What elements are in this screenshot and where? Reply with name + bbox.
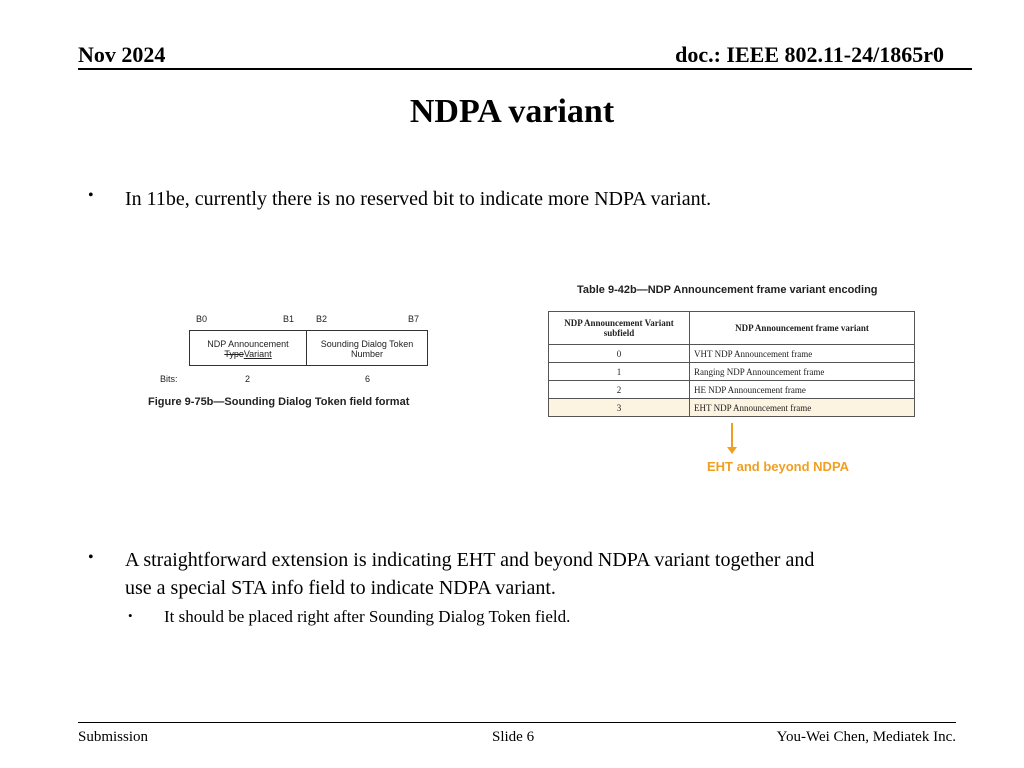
field2-bits: 6 xyxy=(365,374,371,384)
table-header-subfield: NDP Announcement Variant subfield xyxy=(549,312,690,345)
slide-title: NDPA variant xyxy=(409,93,615,130)
header-doc-id: doc.: IEEE 802.11-24/1865r0 xyxy=(675,42,944,67)
table-cell-value: 1 xyxy=(549,363,690,381)
table-cell-variant: EHT NDP Announcement frame xyxy=(690,399,915,417)
bits-label: Bits: xyxy=(160,374,178,384)
header-divider xyxy=(78,68,972,70)
bullet-second-line1: A straightforward extension is indicating EHT and beyond NDPA variant together and xyxy=(125,549,815,571)
sub-bullet-marker: • xyxy=(128,608,133,623)
bit-label-b2: B2 xyxy=(316,314,328,324)
down-arrow-icon xyxy=(725,423,739,455)
bullet-marker: • xyxy=(88,549,94,566)
bit-label-b0: B0 xyxy=(196,314,208,324)
table-row xyxy=(549,345,915,363)
footer-author: You-Wei Chen, Mediatek Inc. xyxy=(776,729,956,745)
table-cell-value: 3 xyxy=(549,399,690,417)
table-row xyxy=(549,381,915,399)
bullet-first: In 11be, currently there is no reserved bit to indicate more NDPA variant. xyxy=(125,188,712,210)
figure-caption: Figure 9-75b—Sounding Dialog Token field format xyxy=(148,396,410,408)
field-ndp-variant-line1: NDP Announcement xyxy=(207,339,289,349)
table-row xyxy=(549,363,915,381)
field-sounding-line1: Sounding Dialog Token xyxy=(320,339,414,349)
table-cell-value: 2 xyxy=(549,381,690,399)
field-sounding-line2: Number xyxy=(350,349,383,359)
table-caption: Table 9-42b—NDP Announcement frame variant encoding xyxy=(577,284,878,296)
field-sounding-token xyxy=(306,330,428,366)
bullet-marker: • xyxy=(88,187,94,204)
field-inserted-text: Variant xyxy=(243,349,272,359)
bit-label-b7: B7 xyxy=(408,314,420,324)
field-ndp-variant xyxy=(189,330,307,366)
annotation-label: EHT and beyond NDPA xyxy=(707,459,850,474)
table-cell-variant: HE NDP Announcement frame xyxy=(690,381,915,399)
table-cell-variant: Ranging NDP Announcement frame xyxy=(690,363,915,381)
table-header-row xyxy=(549,312,915,345)
table-row-highlighted xyxy=(549,399,915,417)
footer-slide-number: Slide 6 xyxy=(492,729,535,745)
variant-encoding-table xyxy=(548,311,915,417)
bit-label-b1: B1 xyxy=(283,314,295,324)
sub-bullet-text: It should be placed right after Sounding Dialog Token field. xyxy=(164,607,571,626)
footer-submission: Submission xyxy=(78,729,149,745)
table-cell-variant: VHT NDP Announcement frame xyxy=(690,345,915,363)
bullet-second-line2: use a special STA info field to indicate NDPA variant. xyxy=(125,577,556,599)
table-header-variant: NDP Announcement frame variant xyxy=(690,312,915,345)
field1-bits: 2 xyxy=(245,374,251,384)
table-cell-value: 0 xyxy=(549,345,690,363)
header-date: Nov 2024 xyxy=(78,42,166,67)
field-struck-text: Type xyxy=(224,349,244,359)
footer-divider xyxy=(78,722,956,723)
field-ndp-variant-line2 xyxy=(190,349,306,359)
